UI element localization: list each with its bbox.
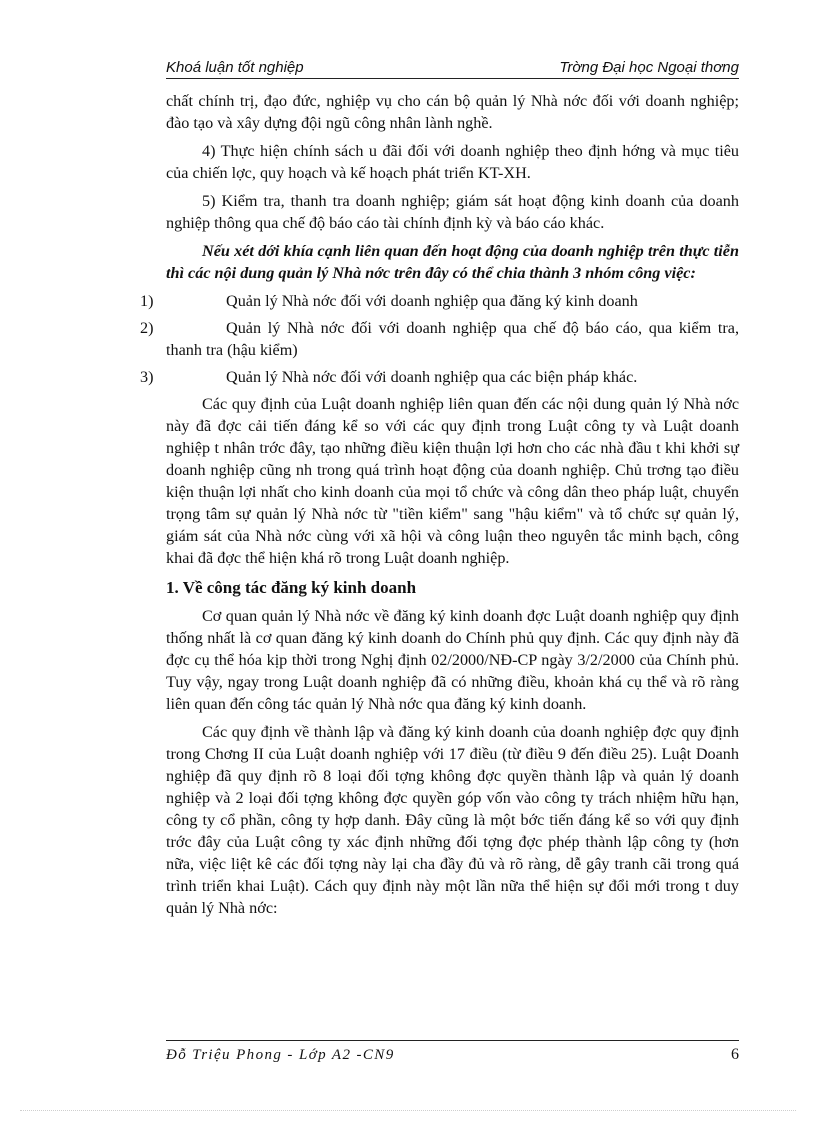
list-item [140,366,739,388]
list-text: Quản lý Nhà nớc đối với doanh nghiệp qua các biện pháp khác. [226,368,638,386]
page-header [166,58,739,79]
document-body [140,90,739,925]
list-text: Quản lý Nhà nớc đối với doanh nghiệp qua đăng ký kinh doanh [226,292,638,310]
emphasis-paragraph: Nếu xét dới khía cạnh liên quan đến hoạt động của doanh nghiệp trên thực tiễn thì các nội dung quản lý Nhà nớc trên đây có thể chia thành 3 nhóm công việc: [166,242,739,282]
page-edge-divider [20,1110,796,1111]
list-number: 1) [140,292,154,310]
paragraph: Các quy định của Luật doanh nghiệp liên quan đến các nội dung quản lý Nhà nớc này đã đợc cải tiến đáng kể so với các quy định trong Luật công ty và Luật doanh nghiệp t nhân trớc đây, tạo những điều kiện thuận lợi hơn cho các nhà đầu t khi khởi sự doanh nghiệp cũng nh trong quá trình hoạt động của doanh nghiệp. Chủ trơng tạo điều kiện thuận lợi nhất cho kinh doanh của mọi tổ chức và công dân theo pháp luật, chuyển trọng tâm sự quản lý Nhà nớc từ "tiền kiểm" sang "hậu kiểm" và tổ chức sự quản lý, giám sát của Nhà nớc cùng với xã hội và công luận theo nguyên tắc minh bạch, công khai đã đợc thể hiện khá rõ trong Luật doanh nghiệp. [166,395,739,567]
header-left: Khoá luận tốt nghiệp [166,59,304,76]
section-heading: 1. Về công tác đăng ký kinh doanh [166,578,417,597]
paragraph: Cơ quan quản lý Nhà nớc về đăng ký kinh doanh đợc Luật doanh nghiệp quy định thống nhất là cơ quan đăng ký kinh doanh do Chính phủ quy định. Các quy định này đã đợc cụ thể hóa kịp thời trong Nghị định 02/2000/NĐ-CP ngày 3/2/2000 của Chính phủ. Tuy vậy, ngay trong Luật doanh nghiệp đã có những điều, khoản khá cụ thể và rõ ràng liên quan đến công tác quản lý Nhà nớc qua đăng ký kinh doanh. [166,607,739,713]
header-right: Trờng Đại học Ngoại thơng [559,59,739,76]
paragraph: 5) Kiểm tra, thanh tra doanh nghiệp; giám sát hoạt động kinh doanh của doanh nghiệp thông qua chế độ báo cáo tài chính định kỳ và báo cáo khác. [166,192,739,232]
paragraph: 4) Thực hiện chính sách u đãi đối với doanh nghiệp theo định hớng và mục tiêu của chiến lợc, quy hoạch và kế hoạch phát triển KT-XH. [166,142,739,182]
page-number: 6 [731,1046,739,1063]
paragraph: chất chính trị, đạo đức, nghiệp vụ cho cán bộ quản lý Nhà nớc đối với doanh nghiệp; đào tạo và xây dựng đội ngũ công nhân lành nghề. [166,92,739,132]
footer-author: Đỗ Triệu Phong - Lớp A2 -CN9 [166,1047,395,1063]
page-footer [166,1040,739,1065]
list-text: Quản lý Nhà nớc đối với doanh nghiệp qua chế độ báo cáo, qua kiểm tra, thanh tra (hậu kiểm) [166,319,739,359]
list-item [140,290,739,312]
list-number: 2) [140,319,154,337]
list-item [140,317,739,361]
paragraph: Các quy định về thành lập và đăng ký kinh doanh của doanh nghiệp đợc quy định trong Chơng II của Luật doanh nghiệp với 17 điều (từ điều 9 đến điều 25). Luật Doanh nghiệp đã quy định rõ 8 loại đối tợng không đợc quyền thành lập và quản lý doanh nghiệp và 2 loại đối tợng không đợc quyền góp vốn vào công ty trách nhiệm hữu hạn, công ty cổ phần, công ty hợp danh. Đây cũng là một bớc tiến đáng kể so với quy định trớc đây của Luật công ty xác định những đối tợng đợc phép thành lập công ty (hơn nữa, việc liệt kê các đối tợng này lại cha đầy đủ và rõ ràng, dễ gây tranh cãi trong quá trình triển khai Luật). Cách quy định này một lần nữa thể hiện sự đổi mới trong t duy quản lý Nhà nớc: [166,723,739,917]
list-number: 3) [140,368,154,386]
